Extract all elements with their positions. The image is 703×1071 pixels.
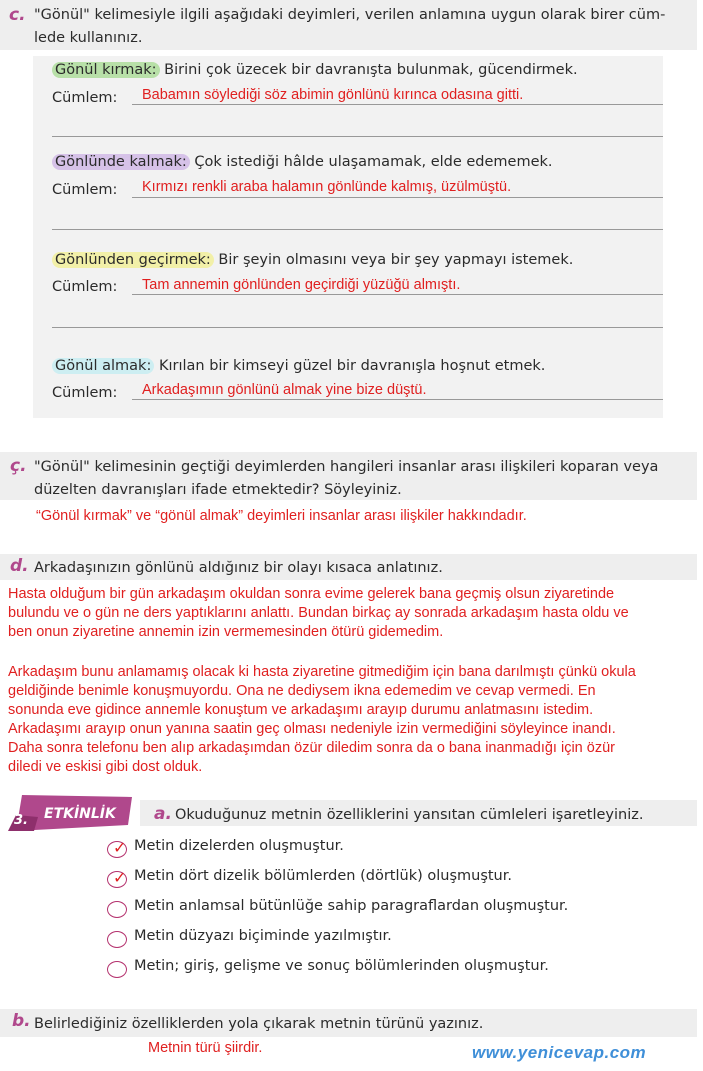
option-checkbox[interactable] <box>107 838 127 858</box>
sentence-label: Cümlem: <box>52 385 118 401</box>
option-checkbox[interactable] <box>107 868 127 888</box>
option-checkbox[interactable] <box>107 961 127 978</box>
answer-text[interactable]: Kırmızı renkli araba halamın gönlünde kalmış, üzülmüştü. <box>142 179 512 195</box>
answer-line <box>132 399 663 400</box>
idiom-item-1 <box>52 62 578 78</box>
check-mark-icon: ✓ <box>113 838 127 857</box>
sentence-label: Cümlem: <box>52 279 118 295</box>
answer-line <box>132 294 663 295</box>
idiom-term: Gönlünde kalmak: <box>52 154 190 170</box>
section-d-prompt: Arkadaşınızın gönlünü aldığınız bir olayı kısaca anlatınız. <box>34 560 443 576</box>
idiom-meaning: Bir şeyin olmasını veya bir şey yapmayı istemek. <box>218 252 574 268</box>
section-c-letter: c. <box>9 5 26 25</box>
idiom-item-4 <box>52 358 545 374</box>
blank-line <box>52 136 663 137</box>
watermark: www.yenicevap.com <box>472 1043 647 1062</box>
idiom-item-3 <box>52 252 573 268</box>
answer-text[interactable]: Tam annemin gönlünden geçirdiği yüzüğü almıştı. <box>142 277 461 293</box>
activity-a-letter: a. <box>154 804 172 824</box>
option-text: Metin anlamsal bütünlüğe sahip paragraflardan oluşmuştur. <box>134 898 569 914</box>
option-text: Metin; giriş, gelişme ve sonuç bölümlerinden oluşmuştur. <box>134 958 549 974</box>
check-mark-icon: ✓ <box>113 868 127 887</box>
answer-text[interactable]: Babamın söylediği söz abimin gönlünü kırınca odasına gitti. <box>142 87 524 103</box>
idiom-term: Gönül almak: <box>52 358 154 374</box>
story-paragraph-2[interactable]: Arkadaşım bunu anlamamış olacak ki hasta ziyaretine gitmediğim için bana darılmıştı çünkü okula geldiğinde benimle konuşmuyordu. Ona ne dediysem ikna edemedim ve cevap vermedi. En sonunda eve gidince annemle konuştum ve arkadaşımı arayıp durumu anlatmasını istedim. Arkadaşımı arayıp onun yanına saatin geç olması nedeniyle izin vermediğini söyleyince inandı. Daha sonra telefonu ben alıp arkadaşımdan özür diledim sonra da o bana inanmadığı için özür diledi ve eskisi gibi dost olduk. <box>8 664 636 775</box>
activity-label: ETKİNLİK <box>44 806 116 822</box>
activity-b-letter: b. <box>12 1011 31 1031</box>
blank-line <box>52 229 663 230</box>
section-c-prompt: "Gönül" kelimesiyle ilgili aşağıdaki deyimleri, verilen anlamına uygun olarak birer cüm- lede kullanınız. <box>34 7 666 46</box>
blank-line <box>52 327 663 328</box>
section-d-letter: d. <box>10 556 29 576</box>
activity-b-prompt: Belirlediğiniz özelliklerden yola çıkarak metnin türünü yazınız. <box>34 1016 484 1032</box>
idiom-term: Gönlünden geçirmek: <box>52 252 214 268</box>
idiom-meaning: Çok istediği hâlde ulaşamamak, elde edememek. <box>194 154 553 170</box>
option-checkbox[interactable] <box>107 901 127 918</box>
option-text: Metin dört dizelik bölümlerden (dörtlük) oluşmuştur. <box>134 868 512 884</box>
sentence-label: Cümlem: <box>52 90 118 106</box>
idiom-item-2 <box>52 154 553 170</box>
sentence-label: Cümlem: <box>52 182 118 198</box>
section-cc-answer[interactable]: “Gönül kırmak” ve “gönül almak” deyimleri insanlar arası ilişkiler hakkındadır. <box>36 508 527 524</box>
option-text: Metin dizelerden oluşmuştur. <box>134 838 344 854</box>
idiom-meaning: Kırılan bir kimseyi güzel bir davranışla hoşnut etmek. <box>158 358 546 374</box>
option-checkbox[interactable] <box>107 931 127 948</box>
answer-line <box>132 104 663 105</box>
idiom-meaning: Birini çok üzecek bir davranışta bulunmak, gücendirmek. <box>164 62 578 78</box>
idiom-term: Gönül kırmak: <box>52 62 160 78</box>
activity-b-answer[interactable]: Metnin türü şiirdir. <box>148 1040 263 1056</box>
answer-line <box>132 197 663 198</box>
section-cc-letter: ç. <box>10 456 27 476</box>
answer-text[interactable]: Arkadaşımın gönlünü almak yine bize düştü. <box>142 382 427 398</box>
activity-number: 3. <box>14 813 28 828</box>
story-paragraph-1[interactable]: Hasta olduğum bir gün arkadaşım okuldan sonra evime gelerek bana geçmiş olsun ziyaretinde bulundu ve o gün ne ders yaptıklarını anlattı. Bundan birkaç ay sonrada arkadaşım hasta oldu ve ben onun ziyaretine annemin izin vermemesinden ötürü gidemedim. <box>8 586 629 640</box>
option-text: Metin düzyazı biçiminde yazılmıştır. <box>134 928 392 944</box>
activity-a-prompt: Okuduğunuz metnin özelliklerini yansıtan cümleleri işaretleyiniz. <box>175 807 644 823</box>
section-cc-prompt: "Gönül" kelimesinin geçtiği deyimlerden hangileri insanlar arası ilişkileri koparan veya düzelten davranışları ifade etmektedir? Söyleyiniz. <box>34 459 659 498</box>
